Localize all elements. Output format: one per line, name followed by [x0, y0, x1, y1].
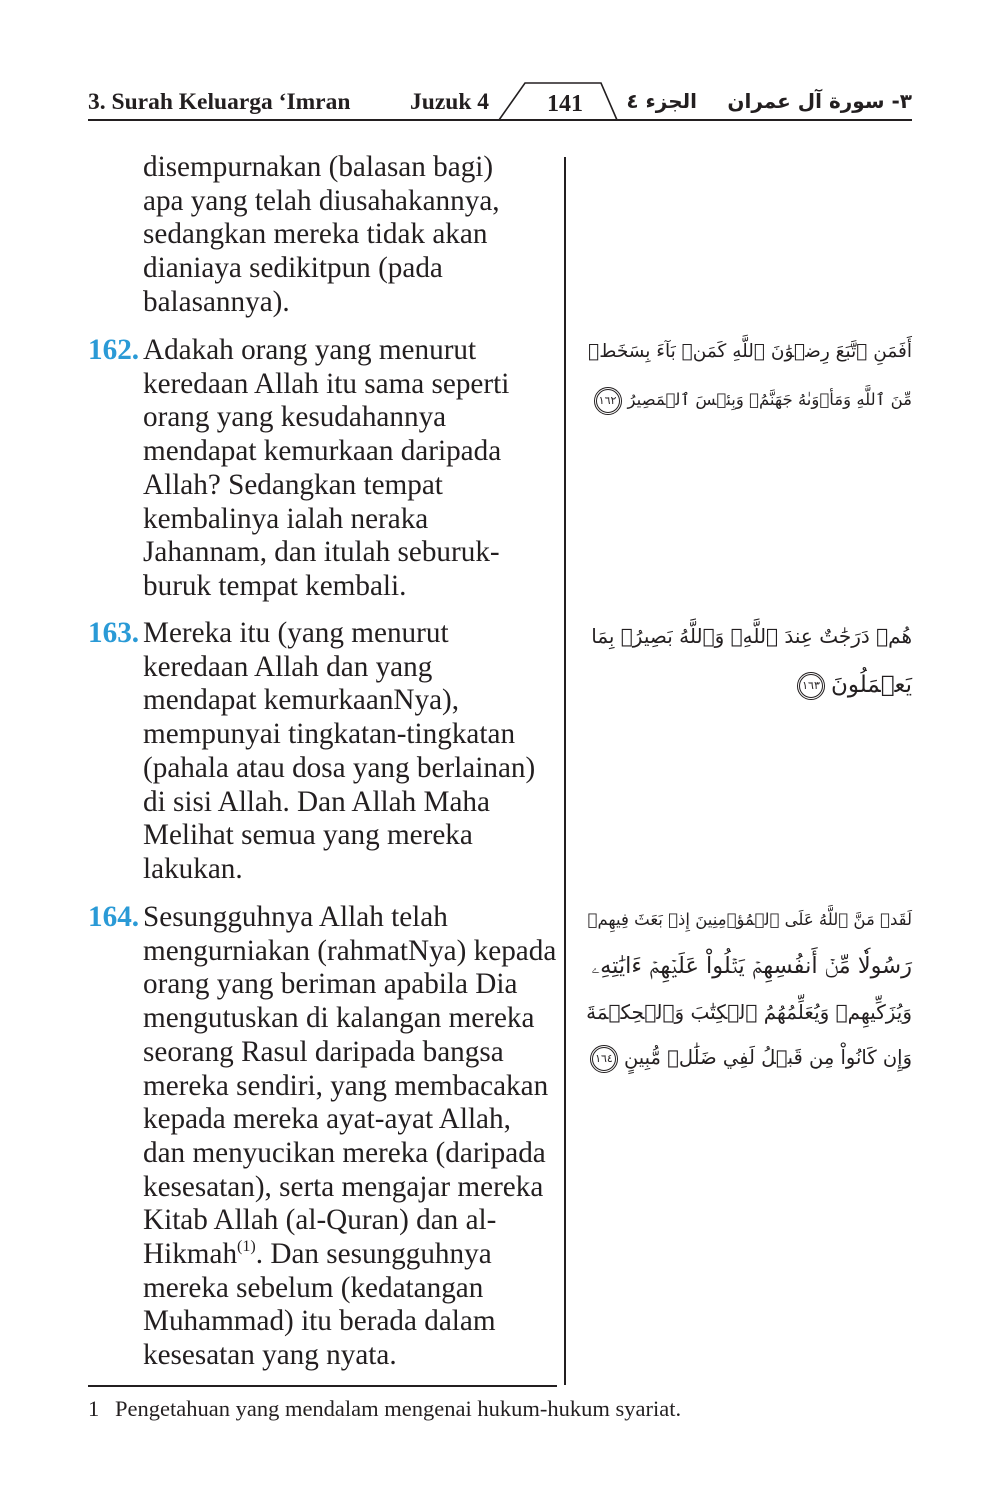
- text-line: mengutuskan di kalangan mereka: [143, 1002, 535, 1035]
- text-line: mendapat kemurkaanNya),: [143, 684, 460, 717]
- text-line: mereka sendiri, yang membacakan: [143, 1069, 549, 1102]
- juz-arabic-label: الجزء ٤: [626, 89, 697, 113]
- text-line: kesesatan), serta mengajar mereka: [143, 1170, 544, 1203]
- text-line: lakukan.: [143, 852, 243, 885]
- arabic-text: هُمۡ دَرَجَٰتٌ عِندَ ٱللَّهِۗ وَٱللَّهُ بَصِيرُۢ بِمَا: [591, 624, 912, 648]
- verse-164-translation: [143, 901, 561, 1373]
- verse-end-marker: ١٦٤: [590, 1045, 618, 1073]
- verse-162-arabic: [587, 328, 912, 424]
- arabic-text: وَإِن كَانُواْ مِن قَبۡلُ لَفِي ضَلَٰلٖ مُّبِينٍ: [623, 1046, 912, 1069]
- text-line: mengurniakan (rahmatNya) kepada: [143, 934, 557, 967]
- footnote-number: 1: [88, 1396, 100, 1421]
- arabic-line: [587, 661, 912, 710]
- verse-end-marker: ١٦٣: [797, 672, 825, 700]
- text-line: sedangkan mereka tidak akan: [143, 218, 488, 251]
- text-line: seorang Rasul daripada bangsa: [143, 1035, 504, 1068]
- text-line: kembalinya ialah neraka: [143, 502, 429, 535]
- text-line: apa yang telah diusahakannya,: [143, 184, 500, 217]
- verse-163-translation: [143, 617, 561, 887]
- text-line: kepada mereka ayat-ayat Allah,: [143, 1103, 511, 1136]
- text-line: mendapat kemurkaan daripada: [143, 435, 502, 468]
- arabic-line: [587, 612, 912, 661]
- text-line-with-footnote: [143, 1238, 561, 1272]
- text-line: keredaan Allah itu sama seperti: [143, 367, 510, 400]
- text-line: buruk tempat kembali.: [143, 569, 407, 602]
- text-line: Muhammad) itu berada dalam: [143, 1305, 496, 1338]
- surah-title: 3. Surah Keluarga ‘Imran: [88, 89, 351, 115]
- column-divider: [564, 157, 566, 1385]
- text-line: (pahala atau dosa yang berlainan): [143, 751, 536, 784]
- text-line: Allah? Sedangkan tempat: [143, 468, 443, 501]
- text-line: di sisi Allah. Dan Allah Maha: [143, 785, 490, 818]
- verse-number: 163.: [88, 617, 140, 649]
- text-line: dan menyucikan mereka (daripada: [143, 1136, 546, 1169]
- text-line: Jahannam, dan itulah seburuk-: [143, 536, 500, 569]
- arabic-line: [587, 328, 912, 376]
- arabic-text: رَسُولٗا مِّنۡ أَنفُسِهِمۡ يَتۡلُواْ عَلَيۡهِمۡ ءَايَٰتِهِۦ: [591, 953, 912, 979]
- text-segment: . Dan sesungguhnya: [255, 1238, 492, 1271]
- text-line: orang yang kesudahannya: [143, 401, 447, 434]
- footnote-rule: [88, 1385, 557, 1387]
- text-line: Melihat semua yang mereka: [143, 819, 473, 852]
- text-line: Adakah orang yang menurut: [143, 334, 477, 366]
- arabic-line: [587, 897, 912, 943]
- footnote-text: Pengetahuan yang mendalam mengenai hukum-hukum syariat.: [115, 1396, 682, 1421]
- footnote-reference[interactable]: (1): [237, 1238, 256, 1255]
- text-line: Sesungguhnya Allah telah: [143, 901, 448, 933]
- text-line: disempurnakan (balasan bagi): [143, 151, 494, 183]
- arabic-line: [587, 989, 912, 1035]
- surah-arabic-title: ٣- سورة آل عمران: [727, 89, 912, 113]
- arabic-text: يَعۡمَلُونَ: [831, 672, 912, 698]
- verse-164-arabic: [587, 897, 912, 1081]
- page-number: 141: [547, 91, 583, 117]
- verse-number: 162.: [88, 334, 140, 366]
- text-segment: Hikmah: [143, 1238, 238, 1271]
- juz-label: Juzuk 4: [410, 89, 490, 115]
- verse-number: 164.: [88, 901, 140, 933]
- text-line: mempunyai tingkatan-tingkatan: [143, 718, 516, 751]
- text-line: kesesatan yang nyata.: [143, 1339, 397, 1372]
- arabic-text: وَيُزَكِّيهِمۡ وَيُعَلِّمُهُمُ ٱلۡكِتَٰبَ وَٱلۡحِكۡمَةَ: [586, 1000, 912, 1024]
- text-line: Mereka itu (yang menurut: [143, 617, 449, 649]
- continuation-translation: [143, 151, 561, 320]
- arabic-line: [587, 1035, 912, 1081]
- arabic-line: [587, 376, 912, 424]
- text-line: mereka sebelum (kedatangan: [143, 1271, 484, 1304]
- verse-end-marker: ١٦٢: [594, 387, 622, 415]
- arabic-text: لَقَدۡ مَنَّ ٱللَّهُ عَلَى ٱلۡمُؤۡمِنِينَ إِذۡ بَعَثَ فِيهِمۡ: [587, 910, 912, 929]
- arabic-text: أَفَمَنِ ٱتَّبَعَ رِضۡوَٰنَ ٱللَّهِ كَمَنۢ بَآءَ بِسَخَطٖ: [588, 341, 912, 362]
- arabic-text: مِّنَ ٱللَّهِ وَمَأۡوَىٰهُ جَهَنَّمُۖ وَبِئۡسَ ٱلۡمَصِيرُ: [627, 390, 912, 409]
- text-line: balasannya).: [143, 285, 290, 318]
- text-line: keredaan Allah dan yang: [143, 650, 433, 683]
- text-line: orang yang beriman apabila Dia: [143, 968, 518, 1001]
- text-line: dianiaya sedikitpun (pada: [143, 252, 443, 285]
- verse-162-translation: [143, 334, 561, 604]
- verse-163-arabic: [587, 612, 912, 710]
- text-line: Kitab Allah (al-Quran) dan al-: [143, 1204, 497, 1237]
- arabic-line: [587, 943, 912, 989]
